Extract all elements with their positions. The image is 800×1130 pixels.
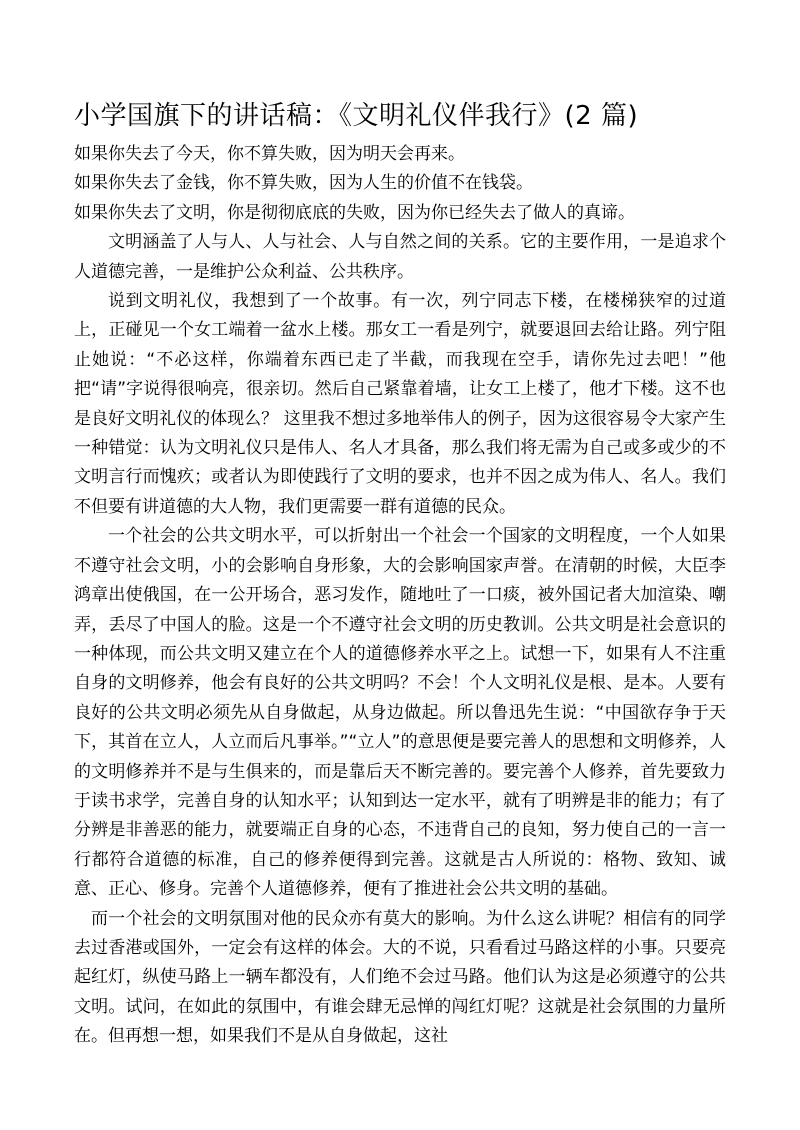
paragraph-lenin-story: 说到文明礼仪，我想到了一个故事。有一次，列宁同志下楼，在楼梯狭窄的过道上，正碰见一个女工端着一盆水上楼。那女工一看是列宁，就要退回去给让路。列宁阻止她说：“不必这样，你端着东西已走了半截，而我现在空手，请你先过去吧！”他把“请”字说得很响亮，很亲切。然后自己紧靠着墙，让女工上楼了，他才下楼。这不也是良好文明礼仪的体现么？ 这里我不想过多地举伟人的例子，因为这很容易令大家产生一种错觉：认为文明礼仪只是伟人、名人才具备，那么我们将无需为自己或多或少的不文明言行而愧疚；或者认为即使践行了文明的要求，也并不因之成为伟人、名人。我们不但要有讲道德的大人物，我们更需要一群有道德的民众。 — [74, 291, 726, 517]
document-title: 小学国旗下的讲话稿：《文明礼仪伴我行》(2 篇) — [74, 101, 639, 131]
intro-line-2: 如果你失去了金钱，你不算失败，因为人生的价值不在钱袋。 — [74, 173, 533, 194]
intro-line-1: 如果你失去了今天，你不算失败，因为明天会再来。 — [74, 144, 465, 164]
paragraph-social-atmosphere: 而一个社会的文明氛围对他的民众亦有莫大的影响。为什么这么讲呢？相信有的同学去过香港或国外，一定会有这样的体会。大的不说，只看看过马路这样的小事。只要亮起红灯，纵使马路上一辆车都没有，人们绝不会过马路。他们认为这是必须遵守的公共文明。试问，在如此的氛围中，有谁会肆无忌惮的闯红灯呢？这就是社会氛围的力量所在。但再想一想，如果我们不是从自身做起，这社 — [74, 908, 726, 1047]
paragraph-civility-definition: 文明涵盖了人与人、人与社会、人与自然之间的关系。它的主要作用，一是追求个人道德完善，一是维护公众利益、公共秩序。 — [74, 232, 726, 282]
document-body — [74, 96, 726, 1052]
intro-line-3: 如果你失去了文明，你是彻彻底底的失败，因为你已经失去了做人的真谛。 — [74, 202, 635, 223]
paragraph-public-civility: 一个社会的公共文明水平，可以折射出一个社会一个国家的文明程度，一个人如果不遵守社会文明，小的会影响自身形象，大的会影响国家声誉。在清朝的时候，大臣李鸿章出使俄国，在一公开场合，恶习发作，随地吐了一口痰，被外国记者大加渲染、嘲弄，丢尽了中国人的脸。这是一个不遵守社会文明的历史教训。公共文明是社会意识的一种体现，而公共文明又建立在个人的道德修养水平之上。试想一下，如果有人不注重自身的文明修养，他会有良好的公共文明吗？不会！个人文明礼仪是根、是本。人要有良好的公共文明必须先从自身做起，从身边做起。所以鲁迅先生说：“中国欲存争于天下，其首在立人，人立而后凡事举。”“立人”的意思便是要完善人的思想和文明修养，人的文明修养并不是与生俱来的，而是靠后天不断完善的。要完善个人修养，首先要致力于读书求学，完善自身的认知水平；认知到达一定水平，就有了明辨是非的能力；有了分辨是非善恶的能力，就要端正自身的心态，不违背自己的良知，努力使自己的一言一行都符合道德的标准，自己的修养便得到完善。这就是古人所说的：格物、致知、诚意、正心、修身。完善个人道德修养，便有了推进社会公共文明的基础。 — [74, 526, 726, 900]
